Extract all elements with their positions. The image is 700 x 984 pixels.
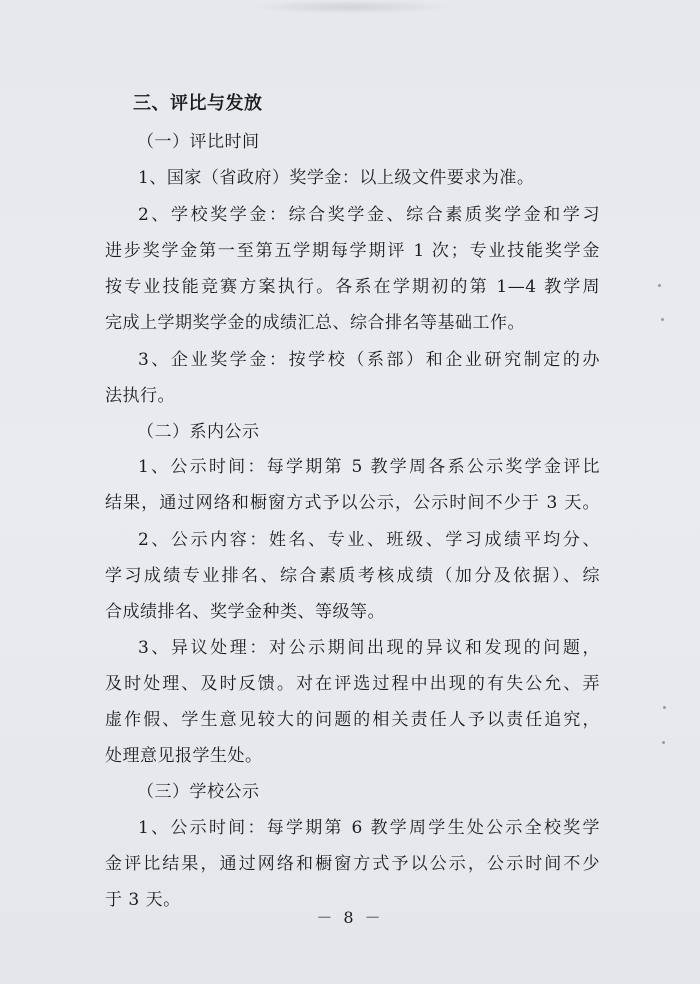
paragraph-line: 于 3 天。: [105, 890, 181, 910]
subsection-heading-1: （一）评比时间: [137, 132, 260, 152]
paragraph-line: 3、企业奖学金：按学校（系部）和企业研究制定的办: [138, 350, 600, 370]
scan-speck: [658, 284, 661, 287]
paragraph-line: 1、公示时间：每学期第 5 教学周各系公示奖学金评比: [138, 457, 600, 477]
paragraph-line: 进步奖学金第一至第五学期每学期评 1 次；专业技能奖学金: [105, 241, 600, 261]
paragraph-line: 1、公示时间：每学期第 6 教学周学生处公示全校奖学: [138, 818, 600, 838]
paragraph-line: 1、国家（省政府）奖学金：以上级文件要求为准。: [138, 168, 535, 188]
paragraph-line: 3、异议处理：对公示期间出现的异议和发现的问题，: [138, 638, 600, 658]
scan-smudge: [250, 0, 450, 14]
scan-speck: [661, 318, 664, 321]
scan-speck: [663, 706, 666, 709]
paragraph-line: 处理意见报学生处。: [105, 746, 263, 766]
paragraph-line: 按专业技能竞赛方案执行。各系在学期初的第 1—4 教学周: [105, 277, 600, 297]
subsection-heading-3: （三）学校公示: [137, 782, 260, 802]
scan-speck: [662, 741, 665, 744]
paragraph-line: 虚作假、学生意见较大的问题的相关责任人予以责任追究，: [105, 710, 600, 730]
paragraph-line: 学习成绩专业排名、综合素质考核成绩（加分及依据）、综: [105, 566, 600, 586]
section-heading: 三、评比与发放: [133, 93, 263, 114]
paragraph-line: 完成上学期奖学金的成绩汇总、综合排名等基础工作。: [105, 313, 525, 333]
paragraph-line: 合成绩排名、奖学金种类、等级等。: [105, 602, 385, 622]
page-number: － 8 －: [316, 908, 384, 927]
paragraph-line: 结果，通过网络和橱窗方式予以公示，公示时间不少于 3 天。: [105, 493, 600, 513]
paragraph-line: 及时处理、及时反馈。对在评选过程中出现的有失公允、弄: [105, 674, 600, 694]
paragraph-line: 金评比结果，通过网络和橱窗方式予以公示，公示时间不少: [105, 854, 600, 874]
paragraph-line: 2、公示内容：姓名、专业、班级、学习成绩平均分、: [138, 530, 600, 550]
subsection-heading-2: （二）系内公示: [137, 422, 260, 442]
paragraph-line: 2、学校奖学金：综合奖学金、综合素质奖学金和学习: [138, 205, 600, 225]
paragraph-line: 法执行。: [105, 386, 175, 406]
